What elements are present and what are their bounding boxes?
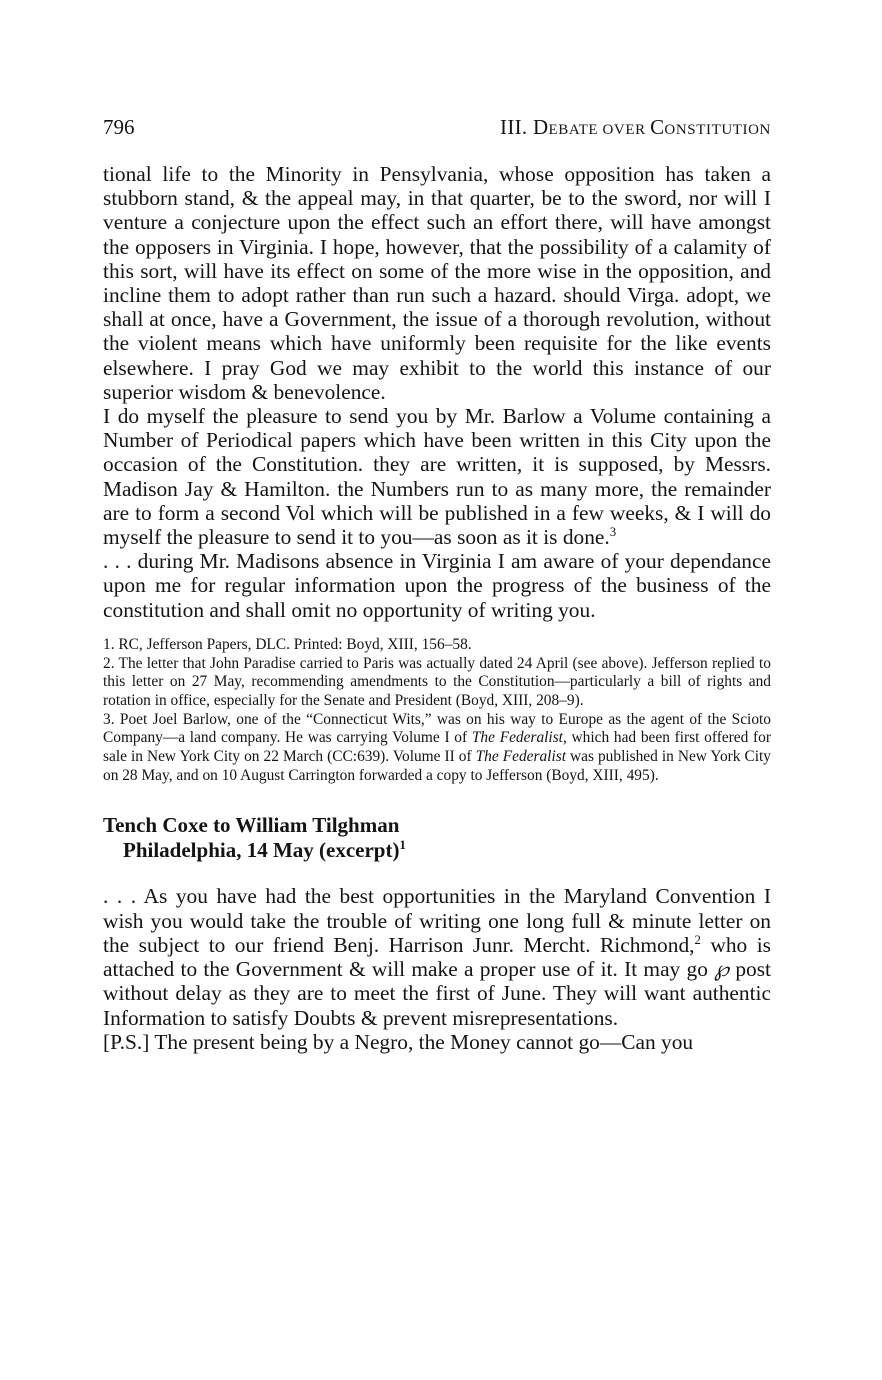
coxe-paragraph-1: . . . As you have had the best opportunities in the Maryland Convention I wish you would take the trouble of writing one long full & minute letter on the subject to our friend Benj. Harrison Junr. Mercht. Richmond,$^2$ who is attached to the Government & will make a proper use of it. It may go ℘ post without delay as they are to meet the first of June. They will want authentic Information to satisfy Doubts & prevent misrepresentations. xyxy=(103,884,771,1030)
running-head: III. DEBATE OVER CONSTITUTION xyxy=(500,115,771,139)
per-symbol-icon: ℘ xyxy=(714,957,730,982)
document-heading-dateline: Philadelphia, 14 May (excerpt)$^1$ xyxy=(123,837,406,862)
italic-title: The Federalist xyxy=(475,748,566,766)
page-header xyxy=(103,112,771,142)
footnotes xyxy=(103,636,771,786)
document-heading xyxy=(103,813,771,862)
coxe-letter xyxy=(103,884,771,1053)
letter-paragraph-1: tional life to the Minority in Pensylvania, whose opposition has taken a stubborn stand, & the appeal may, in that quarter, be to the sword, nor will I venture a conjecture upon the effect such an effort there, will have amongst the opposers in Virginia. I hope, however, that the possibility of a calamity of this sort, will have its effect on some of the more wise in the opposition, and incline them to adopt rather than run such a hazard. should Virga. adopt, we shall at once, have a Government, the issue of a thorough revolution, without the violent means which have uniformly been requisite for the like events elsewhere. I pray God we may exhibit to the world this instance of our superior wisdom & benevolence. xyxy=(103,162,771,404)
footnote-2: 2. The letter that John Paradise carried to Paris was actually dated 24 April (see above). Jefferson replied to this letter on 27 May, recommending amendments to the Constitution—particularly a bill of rights and rotation in office, especially for the Senate and President (Boyd, XIII, 208–9). xyxy=(103,654,771,709)
footnote-ref-3: 3 xyxy=(609,524,617,539)
running-head-numeral: III. xyxy=(500,115,534,139)
document-heading-title: Tench Coxe to William Tilghman xyxy=(103,813,400,838)
footnote-ref-2: 2 xyxy=(694,932,701,947)
letter-paragraph-3: . . . during Mr. Madisons absence in Virginia I am aware of your dependance upon me for regular information upon the progress of the business of the constitution and shall omit no opportunity of writing you. xyxy=(103,549,771,622)
footnote-3: 3. Poet Joel Barlow, one of the “Connecticut Wits,” was on his way to Europe as the agent of the Scioto Company—a land company. He was carrying Volume I of The Federalist, which had been first offered for sale in New York City on 22 March (CC:639). Volume II of The Federalist was published in New York City on 28 May, and on 10 August Carrington forwarded a copy to Jefferson (Boyd, XIII, 495). xyxy=(103,710,771,784)
letter-paragraph-2: I do myself the pleasure to send you by Mr. Barlow a Volume containing a Number of Periodical papers which have been written in this City upon the occasion of the Constitution. they are written, it is supposed, by Messrs. Madison Jay & Hamilton. the Numbers run to as many more, the remainder are to form a second Vol which will be published in a few weeks, & I will do myself the pleasure to send it to you—as soon as it is done.$^3$ xyxy=(103,404,771,550)
page-body xyxy=(103,162,771,1054)
footnote-1: 1. RC, Jefferson Papers, DLC. Printed: Boyd, XIII, 156–58. xyxy=(103,635,472,653)
heading-footnote-ref: 1 xyxy=(399,837,406,852)
coxe-postscript: [P.S.] The present being by a Negro, the Money cannot go—Can you xyxy=(103,1029,694,1054)
page-number: 796 xyxy=(103,115,135,139)
italic-title: The Federalist xyxy=(471,729,563,747)
